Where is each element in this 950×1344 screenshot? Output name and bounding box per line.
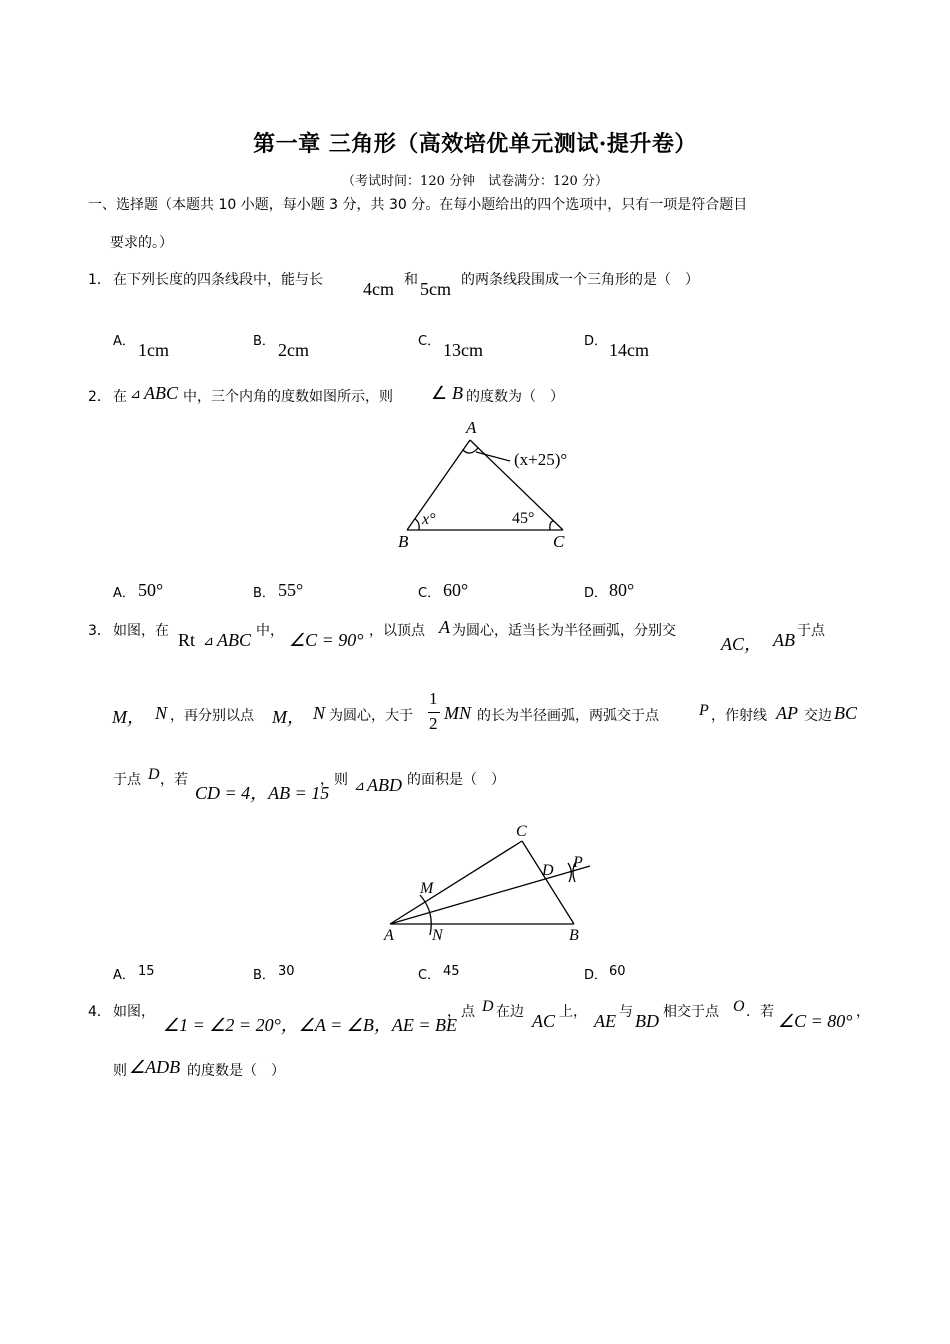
q3-line2-b: 为圆心，大于 (329, 708, 413, 724)
q3-option-d-value: 60 (609, 964, 626, 979)
q1-length-2: 5cm (420, 279, 451, 299)
q1-text-b: 和 (404, 272, 418, 288)
q3-ray-ap: AP (776, 703, 798, 723)
q3-fraction-numerator: 1 (429, 689, 438, 708)
q3-option-c-value: 45 (443, 964, 460, 979)
q1-option-b-label: B． (253, 334, 275, 349)
q3-line2-c: 的长为半径画弧，两弧交于点 (477, 708, 659, 724)
q1-option-d-label: D． (584, 334, 608, 349)
q3-side-bc: BC (834, 703, 858, 723)
q3-point-n2: N (313, 703, 326, 723)
q2-angle-a-pointer (476, 452, 510, 461)
q3-line2-d: ，作射线 (711, 708, 767, 724)
q4-line2-b: 的度数是（ ） (187, 1063, 285, 1079)
q1-text-a: 在下列长度的四条线段中，能与长 (113, 272, 323, 288)
q4-text-e: 与 (619, 1004, 633, 1020)
q3-condition: CD = 4，AB = 15 (195, 783, 330, 803)
q3-label-a: A (384, 927, 394, 944)
q3-triangle-symbol: ⊿ (203, 634, 214, 649)
q3-line3-b: ，若 (160, 772, 188, 788)
q2-option-a-label: A． (113, 586, 135, 601)
q3-number: 3． (88, 623, 111, 639)
q3-segment-mn: MN (444, 703, 471, 723)
q3-line2-e: 交边 (804, 708, 832, 724)
q2-number: 2． (88, 389, 111, 405)
q3-label-n: N (432, 927, 443, 944)
q3-text-d: 为圆心，适当长为半径画弧，分别交 (452, 623, 676, 639)
section-heading-cont: 要求的。） (110, 235, 173, 251)
q3-bisector-figure (380, 820, 610, 950)
q3-option-d-label: D． (584, 968, 608, 983)
exam-info: （考试时间：120 分钟 试卷满分：120 分） (342, 174, 608, 189)
q3-fraction-bar (428, 712, 440, 713)
q3-angle-c: ∠C = 90° (289, 630, 364, 650)
q3-text-b: 中， (256, 623, 284, 639)
q1-text-c: 的两条线段围成一个三角形的是（ ） (461, 272, 699, 288)
q4-angle-c: ∠C = 80° (778, 1011, 853, 1031)
q2-text-b: 中，三个内角的度数如图所示，则 (183, 389, 393, 405)
q3-point-d: D (148, 766, 160, 783)
q1-option-a-value: 1cm (138, 340, 169, 360)
q2-option-d-value: 80° (609, 580, 635, 600)
q2-text-a: 在 (113, 389, 127, 405)
q3-side-ab: AB (773, 630, 795, 650)
q2-triangle-figure (390, 415, 600, 550)
q4-text-c: 在边 (496, 1004, 524, 1020)
q3-side-ac-line (390, 841, 522, 924)
q3-label-m: M (420, 880, 434, 897)
q3-option-a-label: A． (113, 968, 135, 983)
q2-angle-b-label: x° (422, 511, 436, 528)
page-title: 第一章 三角形（高效培优单元测试·提升卷） (253, 131, 697, 157)
q2-angle-a-label: (x+25)° (514, 450, 568, 469)
q4-angle-adb: ∠ADB (129, 1057, 181, 1077)
q3-option-a-value: 15 (138, 964, 155, 979)
q4-segment-ae: AE (594, 1011, 616, 1031)
q4-number: 4． (88, 1004, 111, 1020)
q4-text-b: ，点 (447, 1004, 475, 1020)
q4-text-f: 相交于点 (663, 1004, 719, 1020)
q3-point-m: M， (112, 707, 145, 727)
q2-side-ab (407, 440, 470, 530)
q4-point-o: O (733, 998, 745, 1015)
q3-point-n: N (155, 703, 168, 723)
q4-line2-a: 则 (113, 1063, 127, 1079)
q3-text-a: 如图，在 (113, 623, 169, 639)
q2-label-a: A (466, 418, 477, 437)
q3-rt: Rt (178, 630, 196, 650)
q4-text-h: ， (856, 1004, 870, 1020)
q4-text-a: 如图， (113, 1004, 155, 1020)
q3-label-d: D (542, 862, 554, 879)
q3-line2-a: ，再分别以点 (170, 708, 254, 724)
q4-text-d: 上， (559, 1004, 587, 1020)
q3-fraction-denominator: 2 (429, 714, 438, 733)
q3-option-b-value: 30 (278, 964, 295, 979)
q1-option-d-value: 14cm (609, 340, 649, 360)
q2-option-c-value: 60° (443, 580, 469, 600)
q2-triangle-name: ABC (144, 383, 178, 403)
q2-angle-symbol: ∠ (431, 383, 448, 403)
q2-text-c: 的度数为（ ） (466, 389, 564, 405)
q3-triangle-symbol-2: ⊿ (354, 779, 365, 794)
q2-angle-c-arc (550, 521, 554, 530)
q2-option-b-label: B． (253, 586, 275, 601)
q2-angle-a-arc (463, 448, 478, 453)
q4-segment-bd: BD (635, 1011, 659, 1031)
q1-option-c-label: C． (418, 334, 441, 349)
q3-side-ac: AC， (721, 634, 763, 654)
q3-triangle-abd: ABD (367, 775, 402, 795)
q3-triangle-name: ABC (217, 630, 251, 650)
q4-text-g: ．若 (746, 1004, 774, 1020)
q2-option-b-value: 55° (278, 580, 304, 600)
section-heading: 一、选择题（本题共 10 小题，每小题 3 分，共 30 分。在每小题给出的四个选项中，只有一项是符合题目 (88, 197, 748, 213)
q4-point-d: D (482, 998, 494, 1015)
q3-option-b-label: B． (253, 968, 275, 983)
q1-option-a-label: A． (113, 334, 135, 349)
q3-option-c-label: C． (418, 968, 441, 983)
q2-vertex-b: B (452, 383, 463, 403)
q3-line3-a: 于点 (113, 772, 141, 788)
q3-text-c: ，以顶点 (369, 623, 425, 639)
q3-line3-d: 的面积是（ ） (407, 772, 505, 788)
q3-line3-c: ，则 (320, 772, 348, 788)
q2-triangle-symbol: ⊿ (130, 387, 141, 402)
q3-text-e: 于点 (797, 623, 825, 639)
q1-option-b-value: 2cm (278, 340, 309, 360)
q3-label-p: P (573, 854, 583, 871)
q2-angle-b-arc (415, 519, 419, 530)
q4-side-ac: AC (532, 1011, 556, 1031)
q2-option-a-value: 50° (138, 580, 164, 600)
q3-side-bc-line (522, 841, 574, 924)
q2-label-c: C (553, 532, 565, 550)
q3-point-p: P (699, 702, 709, 719)
q3-point-a: A (439, 617, 450, 637)
q2-label-b: B (398, 532, 409, 550)
q1-option-c-value: 13cm (443, 340, 483, 360)
q3-label-c: C (516, 823, 527, 840)
q1-number: 1． (88, 272, 111, 288)
q2-option-c-label: C． (418, 586, 441, 601)
q4-condition: ∠1 = ∠2 = 20°，∠A = ∠B，AE = BE (163, 1015, 457, 1035)
q2-angle-c-label: 45° (512, 510, 535, 527)
q3-label-b: B (569, 927, 579, 944)
q3-point-m2: M， (272, 707, 305, 727)
q2-option-d-label: D． (584, 586, 608, 601)
q1-length-1: 4cm (363, 279, 394, 299)
